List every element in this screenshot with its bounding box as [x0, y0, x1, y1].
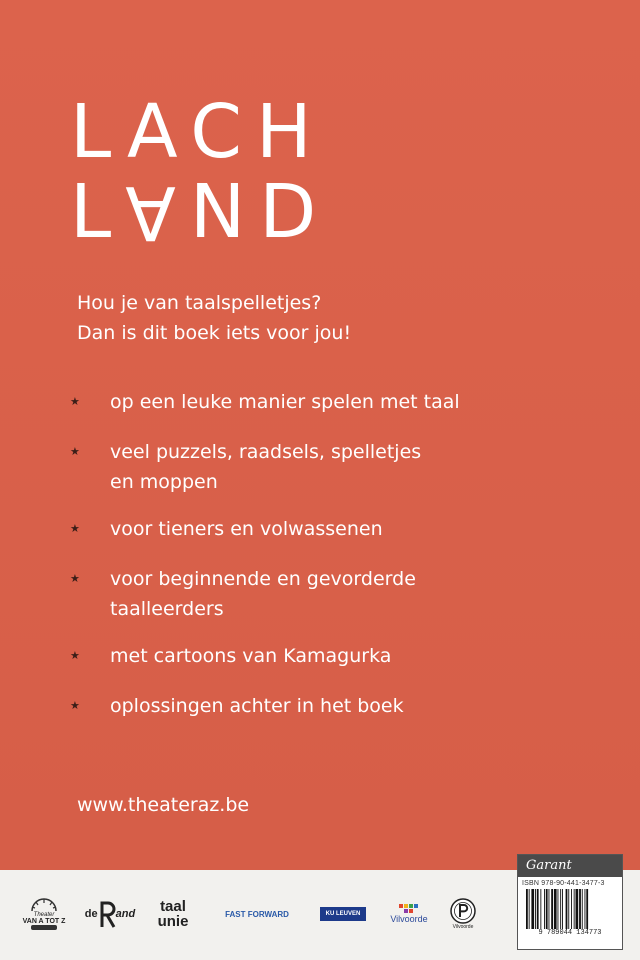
sunburst-icon	[29, 898, 59, 912]
publisher-barcode-box	[517, 854, 623, 950]
de-rand-logo-b: and	[115, 908, 136, 920]
barcode-icon	[524, 889, 616, 929]
title-letter: D	[259, 169, 331, 255]
theater-base-icon	[29, 925, 59, 931]
fast-forward-logo-text: FAST FORWARD	[225, 909, 289, 919]
color-squares-icon	[399, 904, 419, 914]
title-letter-inverted: A	[125, 169, 190, 255]
barcode-bar	[535, 889, 536, 929]
barcode-bar	[571, 889, 572, 929]
sponsor-logos	[16, 886, 474, 942]
barcode-digits: 9 789044 134773	[538, 929, 602, 937]
de-rand-logo	[80, 886, 140, 942]
feature-text: voor beginnende en gevorderde	[110, 568, 416, 590]
barcode-bar	[558, 889, 559, 929]
theater-logo-main: VAN A TOT Z	[22, 917, 66, 925]
title-letter: A	[126, 89, 191, 175]
pcenter-logo	[446, 886, 480, 942]
fast-forward-logo	[210, 886, 304, 942]
title-line-1	[70, 89, 330, 175]
de-rand-logo-a: de	[84, 908, 98, 920]
intro-text	[77, 288, 351, 348]
barcode-bar	[537, 889, 539, 929]
star-icon: ★	[70, 572, 80, 585]
publisher-name: Garant	[518, 855, 622, 877]
barcode-bar	[554, 889, 557, 929]
barcode-bar	[560, 889, 561, 929]
ku-leuven-logo	[314, 886, 372, 942]
p-seal-icon	[450, 898, 476, 924]
feature-item	[70, 564, 590, 624]
barcode-bar	[531, 889, 534, 929]
vilvoorde-logo	[378, 886, 440, 942]
barcode-bar	[568, 889, 569, 929]
star-icon: ★	[70, 699, 80, 712]
title-letter: L	[70, 169, 126, 255]
isbn-number: ISBN 978-90-441-3477-3	[522, 880, 605, 887]
barcode-bar	[566, 889, 568, 929]
barcode-bar	[586, 889, 588, 929]
barcode-bar	[540, 889, 541, 929]
title-letter: C	[190, 89, 256, 175]
barcode-bar	[551, 889, 553, 929]
feature-text: op een leuke manier spelen met taal	[110, 391, 460, 413]
feature-item	[70, 387, 590, 417]
barcode-bar	[574, 889, 575, 929]
pcenter-logo-text: Vilvoorde	[452, 924, 474, 930]
theater-van-a-tot-z-logo	[16, 886, 72, 942]
barcode-bar	[562, 889, 563, 929]
barcode-bar	[576, 889, 579, 929]
barcode-bar	[526, 889, 528, 929]
barcode-bar	[579, 889, 581, 929]
vilvoorde-logo-text: Vilvoorde	[390, 914, 428, 924]
book-title	[70, 89, 331, 255]
barcode-bar	[529, 889, 530, 929]
star-icon: ★	[70, 649, 80, 662]
title-letter: N	[189, 169, 260, 255]
feature-text: en moppen	[110, 471, 218, 493]
website-url: www.theateraz.be	[77, 794, 250, 816]
star-icon: ★	[70, 445, 80, 458]
barcode-bar	[549, 889, 550, 929]
feature-item	[70, 437, 590, 497]
barcode-bar	[546, 889, 548, 929]
ku-leuven-logo-text: KU LEUVEN	[320, 907, 367, 921]
intro-line: Hou je van taalspelletjes?	[77, 292, 322, 314]
star-icon: ★	[70, 522, 80, 535]
theater-logo-top: Theater	[33, 911, 55, 918]
feature-text: oplossingen achter in het boek	[110, 695, 404, 717]
intro-line: Dan is dit boek iets voor jou!	[77, 322, 352, 344]
feature-text: veel puzzels, raadsels, spelletjes	[110, 441, 422, 463]
barcode-bar	[585, 889, 586, 929]
title-letter: L	[70, 89, 127, 175]
taalunie-logo	[146, 886, 200, 942]
rand-r-icon	[98, 899, 116, 929]
feature-text: taalleerders	[110, 598, 224, 620]
feature-text: met cartoons van Kamagurka	[110, 645, 392, 667]
feature-item	[70, 691, 590, 721]
feature-list	[70, 387, 590, 741]
feature-item	[70, 514, 590, 544]
star-icon: ★	[70, 395, 80, 408]
feature-item	[70, 641, 590, 671]
taalunie-logo-a: taal	[160, 898, 186, 915]
title-letter: H	[255, 89, 326, 175]
title-line-2	[70, 169, 331, 255]
barcode-bar	[544, 889, 545, 929]
barcode-bar	[582, 889, 583, 929]
taalunie-logo-b: unie	[157, 913, 189, 930]
feature-text: voor tieners en volwassenen	[110, 518, 383, 540]
